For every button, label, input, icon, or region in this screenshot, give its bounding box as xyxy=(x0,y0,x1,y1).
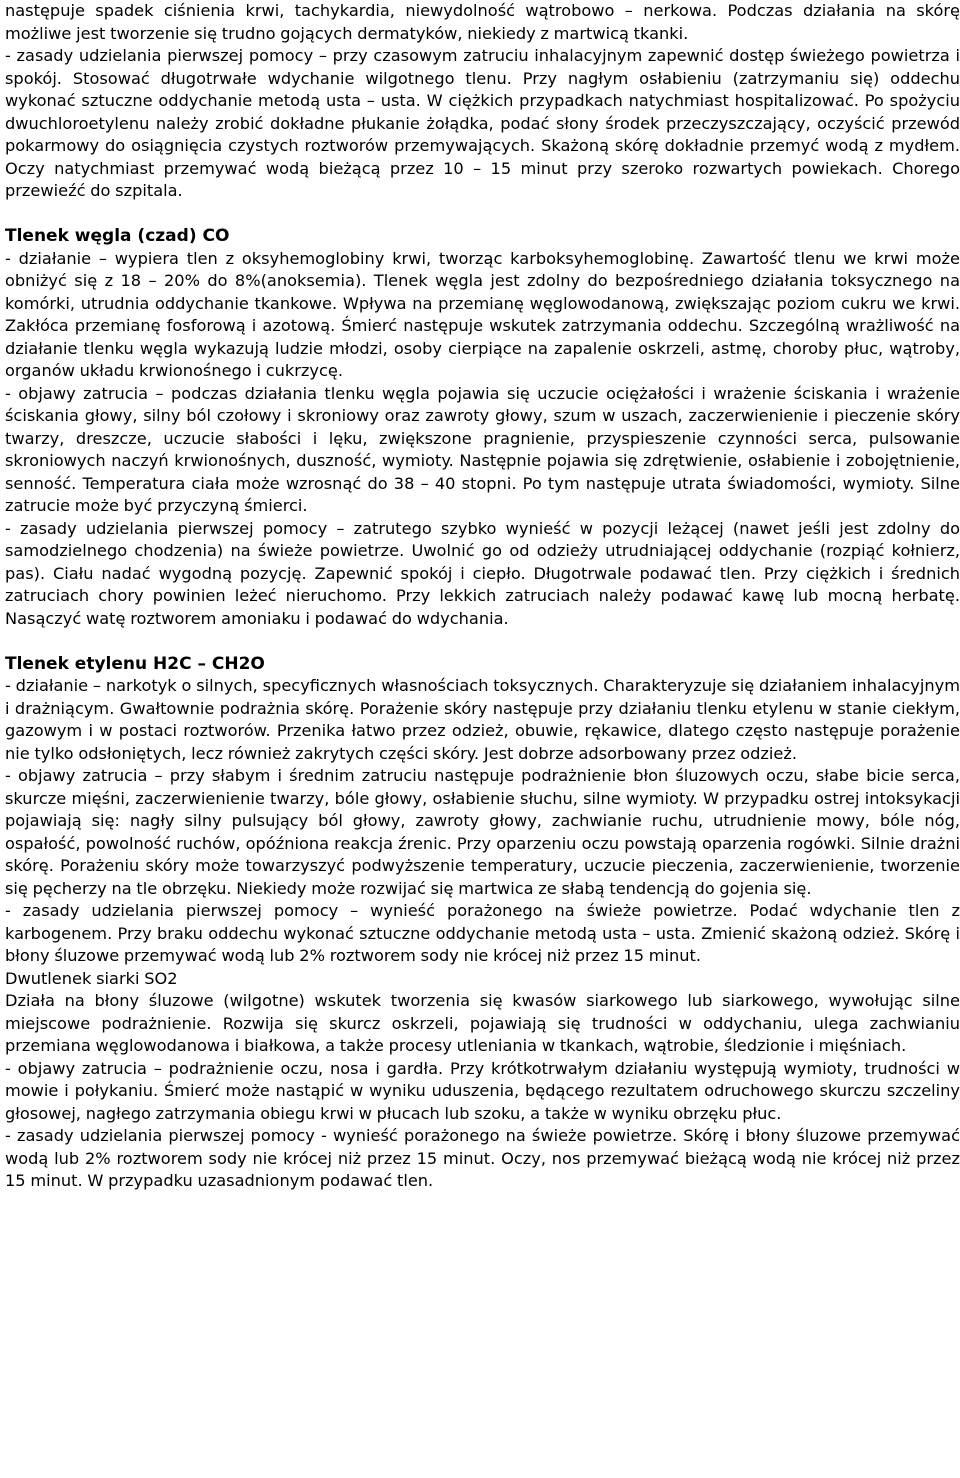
section-heading-so2: Dwutlenek siarki SO2 xyxy=(5,968,178,988)
document-page xyxy=(5,0,960,1193)
section-heading-ethylene-oxide: Tlenek etylenu H2C – CH2O xyxy=(5,653,265,674)
eo-first-aid-paragraph: - zasady udzielania pierwszej pomocy – wynieść porażonego na świeże powietrze. Podać wdychanie tlen z karbogenem. Przy braku oddechu wykonać sztuczne oddychanie metodą usta – usta. Zmienić skażoną odzież. Skórę i błony śluzowe przemywać wodą lub 2% roztworem sody nie krócej niż przez 15 minut. xyxy=(5,901,960,965)
section-heading-co: Tlenek węgla (czad) CO xyxy=(5,226,230,246)
spacer xyxy=(5,630,960,653)
eo-action-paragraph: - działanie – narkotyk o silnych, specyficznych własnościach toksycznych. Charakteryzuje się działaniem inhalacyjnym i drażniącym. Gwałtownie podrażnia skórę. Porażenie skóry następuje przy działaniu tlenku etylenu w stanie ciekłym, gazowym i w postaci roztworów. Przenika łatwo przez odzież, obuwie, rękawice, dlatego często następuje porażenie nie tylko odsłoniętych, lecz również zakrytych części skóry. Jest dobrze adsorbowany przez odzież. xyxy=(5,676,960,763)
so2-action-paragraph: Działa na błony śluzowe (wilgotne) wskutek tworzenia się kwasów siarkowego lub siarkowego, wywołując silne miejscowe podrażnienie. Rozwija się skurcz oskrzeli, pojawiają się trudności w oddychaniu, ulega zachwianiu przemiana węglowodanowa i białkowa, a także procesy utleniania w tkankach, wątrobie, śledzionie i mięśniach. xyxy=(5,991,960,1055)
co-symptoms-paragraph: - objawy zatrucia – podczas działania tlenku węgla pojawia się uczucie ociężałości i wrażenie ściskania i wrażenie ściskania głowy, silny ból czołowy i skroniowy oraz zawroty głowy, szum w uszach, zaczerwienienie i pieczenie skóry twarzy, dreszcze, uczucie słabości i lęku, zwiększone pragnienie, przyspieszenie czynności serca, pulsowanie skroniowych naczyń krwionośnych, duszność, wymioty. Następnie pojawia się zdrętwienie, osłabienie i zobojętnienie, senność. Temperatura ciała może wzrosnąć do 38 – 40 stopni. Po tym następuje utrata świadomości, wymioty. Silne zatrucie może być przyczyną śmierci. xyxy=(5,383,960,515)
so2-first-aid-paragraph: - zasady udzielania pierwszej pomocy - wynieść porażonego na świeże powietrze. Skórę i błony śluzowe przemywać wodą lub 2% roztworem sody nie krócej niż przez 15 minut. Oczy, nos przemywać bieżącą wodą nie krócej niż przez 15 minut. W przypadku uzasadnionym podawać tlen. xyxy=(5,1126,960,1190)
intro-first-aid-paragraph: - zasady udzielania pierwszej pomocy – przy czasowym zatruciu inhalacyjnym zapewnić dostęp świeżego powietrza i spokój. Stosować długotrwałe wdychanie wilgotnego tlenu. Przy nagłym osłabieniu (zatrzymaniu się) oddechu wykonać sztuczne oddychanie metodą usta – usta. W ciężkich przypadkach natychmiast hospitalizować. Po spożyciu dwuchloroetylenu należy zrobić dokładne płukanie żołądka, podać słony środek przeczyszczający, oczyścić przewód pokarmowy do osiągnięcia czystych roztworów przemywających. Skażoną skórę dokładnie przemyć wodą z mydłem. Oczy natychmiast przemywać wodą bieżącą przez 10 – 15 minut przy szeroko rozwartych powiekach. Chorego przewieźć do szpitala. xyxy=(5,46,960,200)
co-first-aid-paragraph: - zasady udzielania pierwszej pomocy – zatrutego szybko wynieść w pozycji leżącej (nawet jeśli jest zdolny do samodzielnego chodzenia) na świeże powietrze. Uwolnić go od odzieży utrudniającej oddychanie (rozpiąć kołnierz, pas). Ciału nadać wygodną pozycję. Zapewnić spokój i ciepło. Długotrwale podawać tlen. Przy ciężkich i średnich zatruciach chory powinien leżeć nieruchomo. Przy lekkich zatruciach należy podawać kawę lub mocną herbatę. Nasączyć watę roztworem amoniaku i podawać do wdychania. xyxy=(5,518,960,628)
so2-symptoms-paragraph: - objawy zatrucia – podrażnienie oczu, nosa i gardła. Przy krótkotrwałym działaniu występują wymioty, trudności w mowie i połykaniu. Śmierć może nastąpić w wyniku uduszenia, będącego rezultatem odruchowego skurczu szczeliny głosowej, nagłego zatrzymania obiegu krwi w płucach lub szoku, a także w wyniku obrzęku płuc. xyxy=(5,1058,960,1123)
section-carbon-monoxide xyxy=(5,225,960,630)
co-action-paragraph: - działanie – wypiera tlen z oksyhemoglobiny krwi, tworząc karboksyhemoglobinę. Zawartość tlenu we krwi może obniżyć się z 18 – 20% do 8%(anoksemia). Tlenek węgla jest zdolny do bezpośredniego działania toksycznego na komórki, utrudnia oddychanie tkankowe. Wpływa na przemianę węglowodanową, zwiększając poziom cukru we krwi. Zakłóca przemianę fosforową i azotową. Śmierć następuje wskutek zatrzymania oddechu. Szczególną wrażliwość na działanie tlenku węgla wykazują ludzie młodzi, osoby cierpiące na zapalenie oskrzeli, astmę, choroby płuc, wątroby, organów układu krwionośnego i cukrzycę. xyxy=(5,248,960,380)
section-ethylene-oxide xyxy=(5,653,960,968)
spacer xyxy=(5,203,960,226)
intro-symptoms-paragraph: następuje spadek ciśnienia krwi, tachykardia, niewydolność wątrobowo – nerkowa. Podczas działania na skórę możliwe jest tworzenie się trudno gojących dermatyków, niekiedy z martwicą tkanki. xyxy=(5,1,960,43)
eo-symptoms-paragraph: - objawy zatrucia – przy słabym i średnim zatruciu następuje podrażnienie błon śluzowych oczu, słabe bicie serca, skurcze mięśni, zaczerwienienie twarzy, bóle głowy, osłabienie słuchu, silne wymioty. W przypadku ostrej intoksykacji pojawiają się: nagły silny pulsujący ból głowy, zawroty głowy, zachwianie ruchu, utrudnienie mowy, bóle nóg, ospałość, powolność ruchów, opóźniona reakcja źrenic. Przy oparzeniu oczu powstają oparzenia rogówki. Silnie drażni skórę. Porażeniu skóry może towarzyszyć podwyższenie temperatury, uczucie pieczenia, zaczerwienienie, tworzenie się pęcherzy na tle obrzęku. Niekiedy może rozwijać się martwica ze słabą tendencją do gojenia się. xyxy=(5,766,960,898)
section-sulfur-dioxide xyxy=(5,968,960,1193)
